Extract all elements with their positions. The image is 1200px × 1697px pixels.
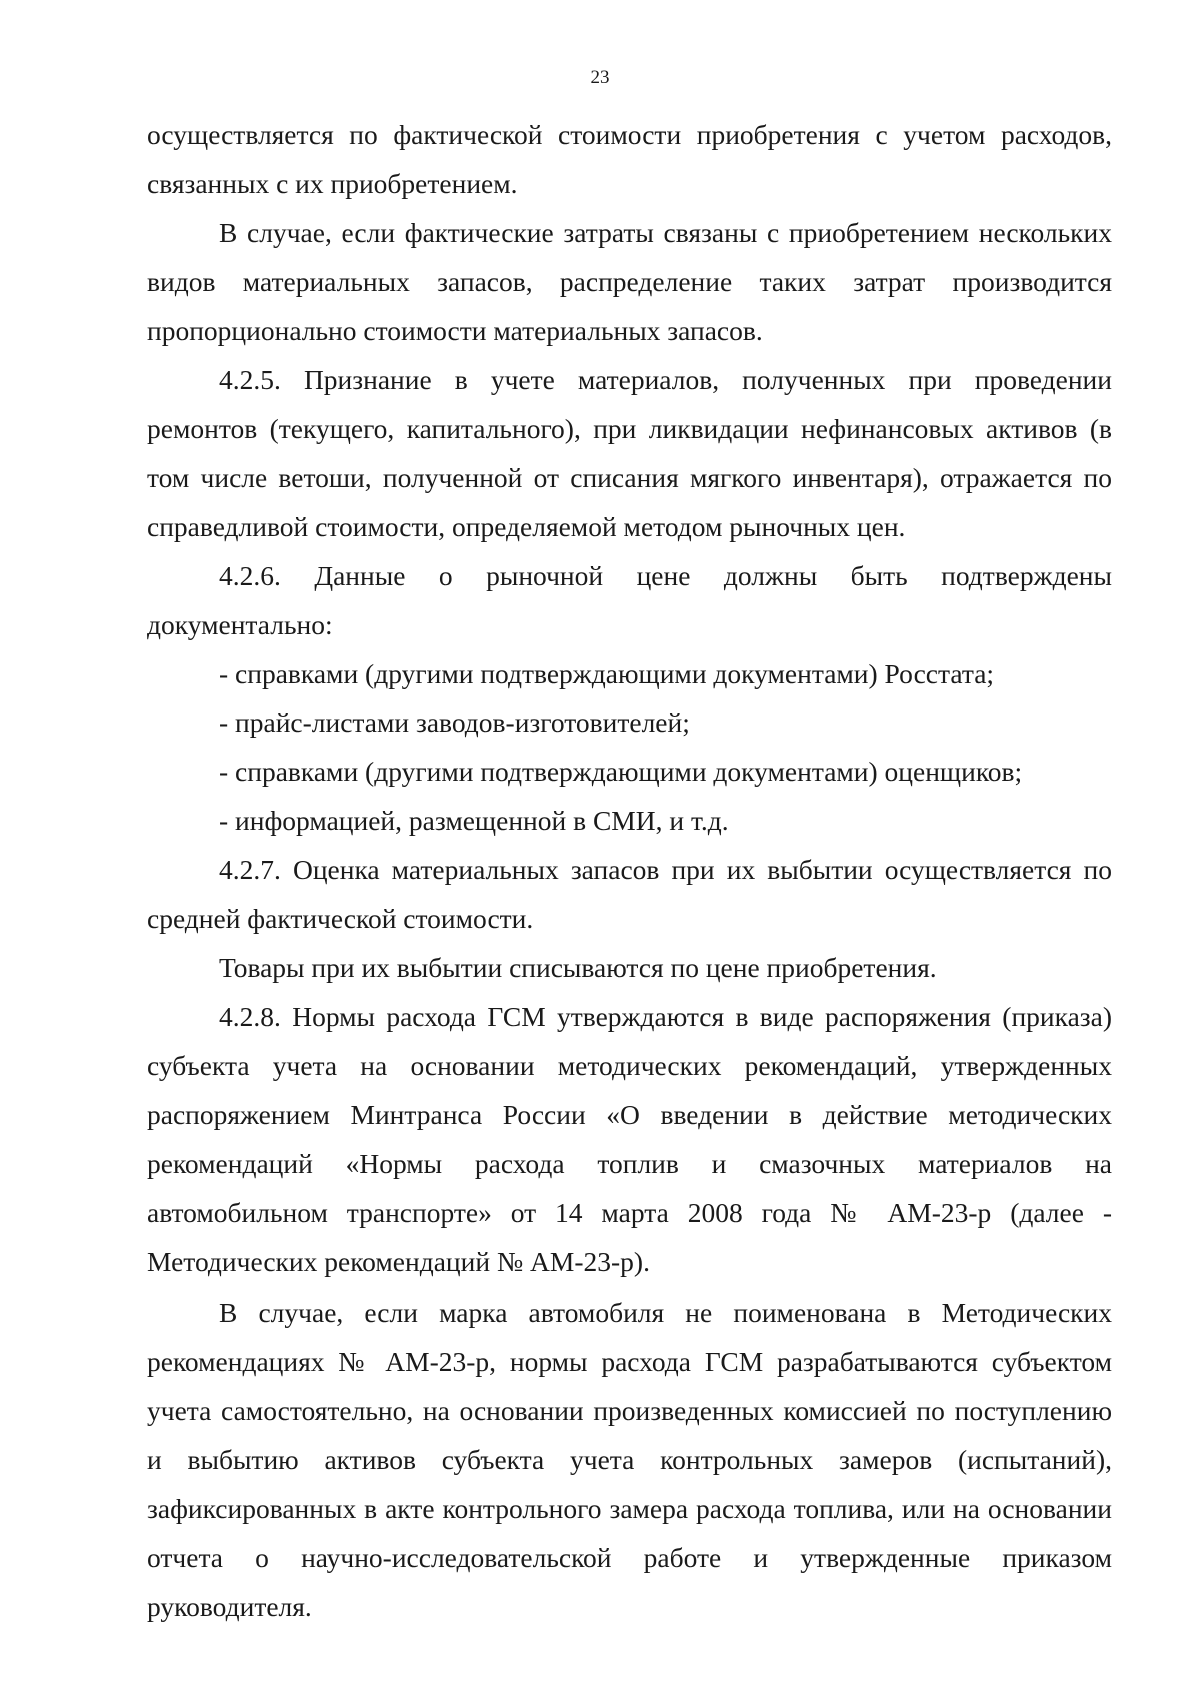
paragraph-cost-allocation: В случае, если фактические затраты связаны с приобретением нескольких видов материальных запасов, распределение таких затрат производится пропорционально стоимости материальных запасов. (147, 217, 1112, 346)
list-item-rosstat: - справками (другими подтверждающими документами) Росстата; (219, 658, 995, 689)
list-item-appraisers: - справками (другими подтверждающими документами) оценщиков; (219, 756, 1023, 787)
paragraph-car-brand: В случае, если марка автомобиля не поименована в Методических рекомендациях № АМ-23-р, нормы расхода ГСМ разрабатываются субъектом учета самостоятельно, на основании произведенных комиссией по поступлению и выбытию активов субъекта учета контрольных замеров (испытаний), зафиксированных в акте контрольного замера расхода топлива, или на основании отчета о научно-исследовательской работе и утвержденные приказом руководителя. (147, 1297, 1112, 1622)
page-number: 23 (590, 67, 610, 88)
document-body (147, 110, 1112, 1631)
paragraph-4-2-8: 4.2.8. Нормы расхода ГСМ утверждаются в виде распоряжения (приказа) субъекта учета на основании методических рекомендаций, утвержденных распоряжением Минтранса России «О введении в действие методических рекомендаций «Нормы расхода топлив и смазочных материалов на автомобильном транспорте» от 14 марта 2008 года № АМ-23-р (далее - Методических рекомендаций № АМ-23-р). (147, 1001, 1112, 1277)
list-item-price-lists: - прайс-листами заводов-изготовителей; (219, 707, 690, 738)
paragraph-4-2-7: 4.2.7. Оценка материальных запасов при их выбытии осуществляется по средней фактической стоимости. (147, 854, 1112, 934)
paragraph-goods-disposal: Товары при их выбытии списываются по цене приобретения. (219, 952, 937, 983)
list-item-media: - информацией, размещенной в СМИ, и т.д. (219, 805, 729, 836)
paragraph-4-2-6: 4.2.6. Данные о рыночной цене должны быть подтверждены документально: (147, 560, 1112, 640)
paragraph-4-2-5: 4.2.5. Признание в учете материалов, полученных при проведении ремонтов (текущего, капитального), при ликвидации нефинансовых активов (в том числе ветоши, полученной от списания мягкого инвентаря), отражается по справедливой стоимости, определяемой методом рыночных цен. (147, 364, 1112, 542)
paragraph-continuation: осуществляется по фактической стоимости приобретения с учетом расходов, связанных с их приобретением. (147, 119, 1112, 199)
